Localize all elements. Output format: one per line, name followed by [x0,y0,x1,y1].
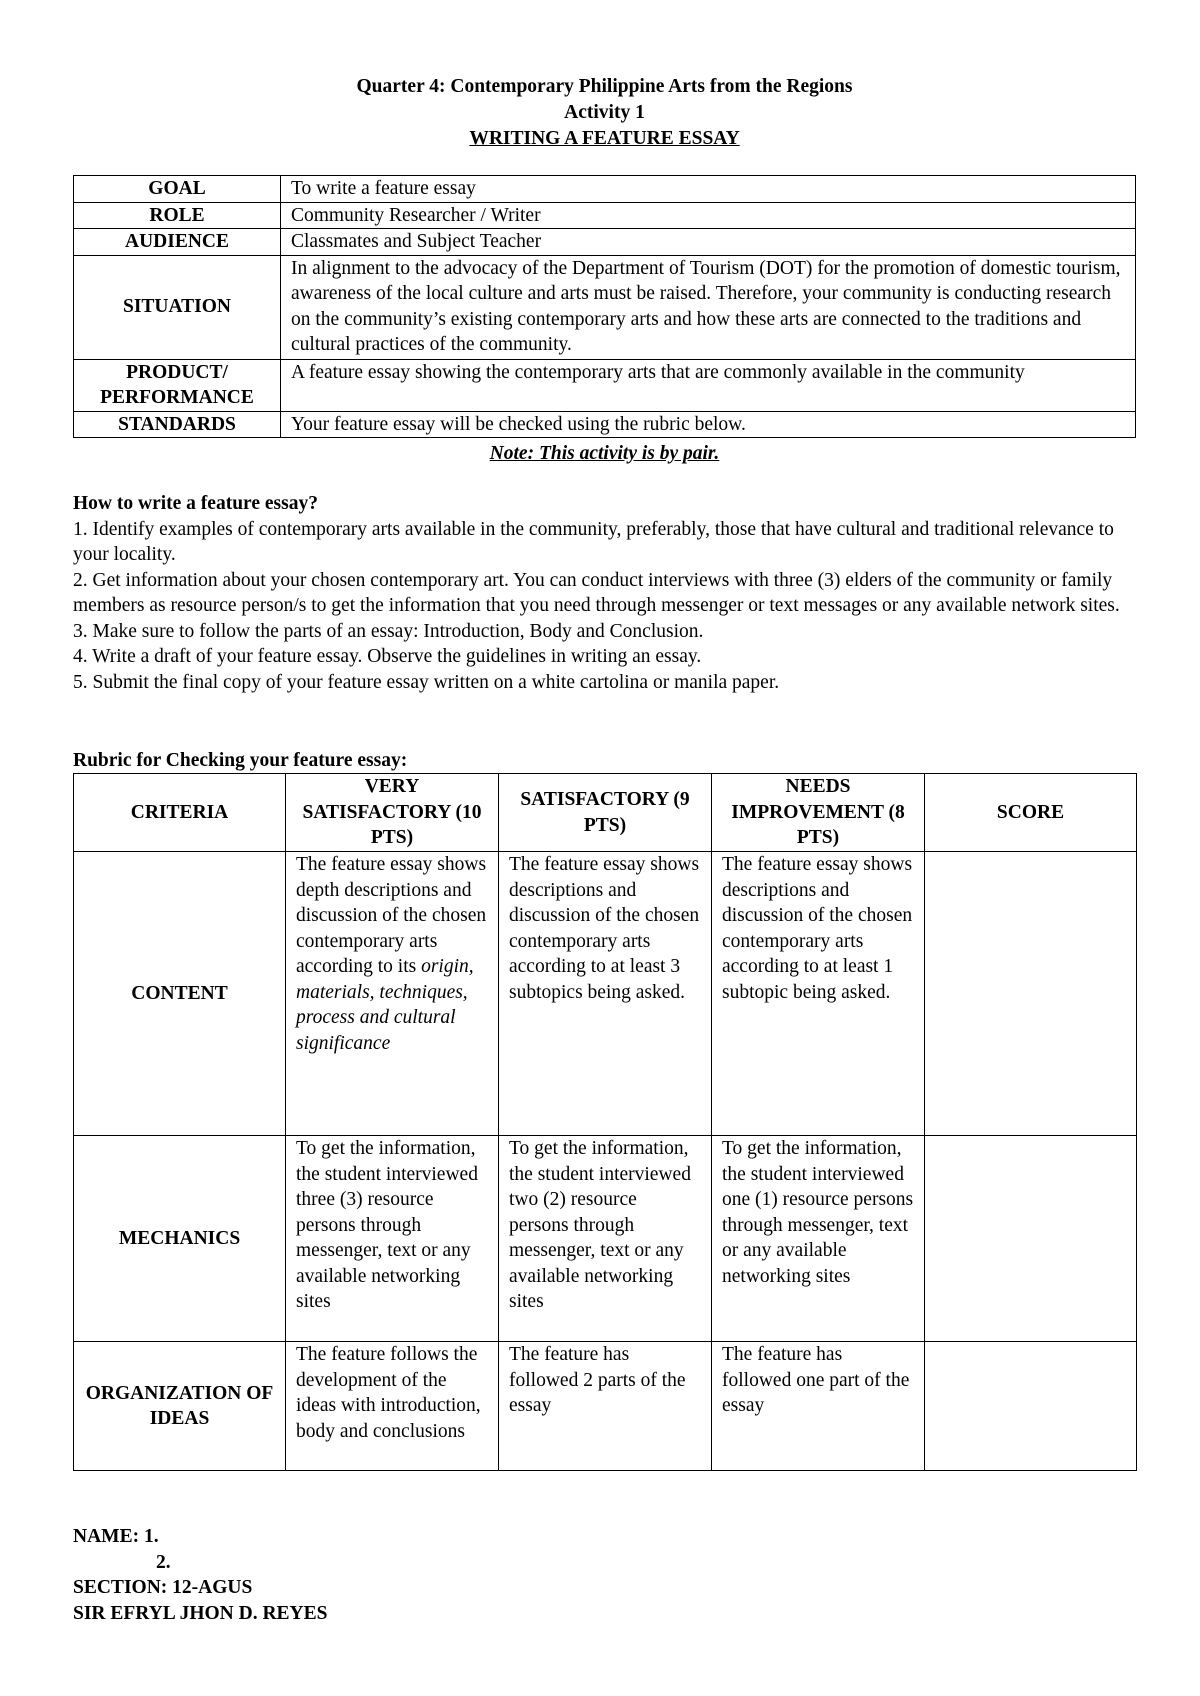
rubric-cell-needs-improvement: The feature essay shows descriptions and discussion of the chosen contemporary arts according to at least 1 subtopic being asked. [712,852,925,1136]
how-to-step: 3. Make sure to follow the parts of an essay: Introduction, Body and Conclusion. [73,620,704,642]
quarter-title: Quarter 4: Contemporary Philippine Arts from the Regions [356,76,853,97]
rubric-table [73,773,1137,1471]
rubric-cell-needs-improvement: The feature has followed one part of the essay [712,1342,925,1471]
rubric-criteria: ORGANIZATION OF IDEAS [74,1342,286,1471]
info-label: GOAL [74,176,281,203]
info-label: ROLE [74,202,281,229]
how-to-step: 4. Write a draft of your feature essay. Observe the guidelines in writing an essay. [73,646,702,667]
teacher-line: SIR EFRYL JHON D. REYES [73,1602,328,1624]
rubric-row-mechanics [74,1136,1137,1342]
rubric-header-satisfactory: SATISFACTORY (9 PTS) [499,774,712,852]
rubric-cell-satisfactory: The feature has followed 2 parts of the essay [499,1342,712,1471]
rubric-header-needs-improvement: NEEDS IMPROVEMENT (8 PTS) [712,774,925,852]
how-to-title: How to write a feature essay? [73,493,318,514]
rubric-header-criteria: CRITERIA [74,774,286,852]
section-line: SECTION: 12-AGUS [73,1577,253,1598]
info-value: A feature essay showing the contemporary arts that are commonly available in the community [281,359,1136,411]
info-row-goal [74,176,1136,203]
rubric-cell-satisfactory: To get the information, the student interviewed two (2) resource persons through messenger, text or any available networking sites [499,1136,712,1342]
rubric-cell-very-satisfactory: The feature follows the development of the ideas with introduction, body and conclusions [286,1342,499,1471]
info-row-role [74,202,1136,229]
rubric-cell-score [925,1342,1137,1471]
info-label: STANDARDS [74,411,281,438]
rubric-cell-score [925,1136,1137,1342]
activity-title: WRITING A FEATURE ESSAY [469,128,740,149]
rubric-cell-italic-text: origin, materials, techniques, process and cultural significance [296,956,474,1054]
info-label: PRODUCT/ PERFORMANCE [74,359,281,411]
rubric-cell-needs-improvement: To get the information, the student interviewed one (1) resource persons through messenger, text or any available networking sites [712,1136,925,1342]
rubric-title: Rubric for Checking your feature essay: [73,750,408,771]
pair-note: Note: This activity is by pair. [489,443,720,464]
document-header [73,74,1136,152]
info-row-product [74,359,1136,411]
rubric-cell-score [925,852,1137,1136]
rubric-criteria: CONTENT [74,852,286,1136]
activity-number: Activity 1 [564,102,645,123]
name-line-1: NAME: 1. [73,1526,159,1547]
how-to-step: 1. Identify examples of contemporary arts available in the community, preferably, those that have cultural and traditional relevance to your locality. [73,518,1114,565]
student-info-footer [73,1524,328,1626]
info-value: Community Researcher / Writer [281,202,1136,229]
rubric-row-organization [74,1342,1137,1471]
name-line-2: 2. [156,1551,171,1573]
rubric-header-score: SCORE [925,774,1137,852]
rubric-cell-satisfactory: The feature essay shows descriptions and discussion of the chosen contemporary arts according to at least 3 subtopics being asked. [499,852,712,1136]
how-to-step: 5. Submit the final copy of your feature essay written on a white cartolina or manila paper. [73,671,780,693]
info-value: Your feature essay will be checked using the rubric below. [281,411,1136,438]
task-info-table [73,175,1136,438]
info-row-situation [74,255,1136,359]
info-row-audience [74,229,1136,256]
how-to-step: 2. Get information about your chosen contemporary art. You can conduct interviews with three (3) elders of the community or family members as resource person/s to get the information that you need through messenger or text messages or any available network sites. [73,569,1120,616]
rubric-cell-text: The feature essay shows depth descriptions and discussion of the chosen contemporary arts according to its [296,854,487,977]
rubric-row-content [74,852,1137,1136]
info-label: SITUATION [74,255,281,359]
how-to-section [73,491,1136,695]
info-value: Classmates and Subject Teacher [281,229,1136,256]
info-value: To write a feature essay [281,176,1136,203]
rubric-cell-very-satisfactory [286,852,499,1136]
rubric-criteria: MECHANICS [74,1136,286,1342]
info-label: AUDIENCE [74,229,281,256]
rubric-header-very-satisfactory: VERY SATISFACTORY (10 PTS) [286,774,499,852]
rubric-header-row [74,774,1137,852]
info-row-standards [74,411,1136,438]
rubric-cell-very-satisfactory: To get the information, the student interviewed three (3) resource persons through messenger, text or any available networking sites [286,1136,499,1342]
info-value: In alignment to the advocacy of the Department of Tourism (DOT) for the promotion of domestic tourism, awareness of the local culture and arts must be raised. Therefore, your community is conducting research on the community’s existing contemporary arts and how these arts are connected to the traditions and cultural practices of the community. [281,255,1136,359]
